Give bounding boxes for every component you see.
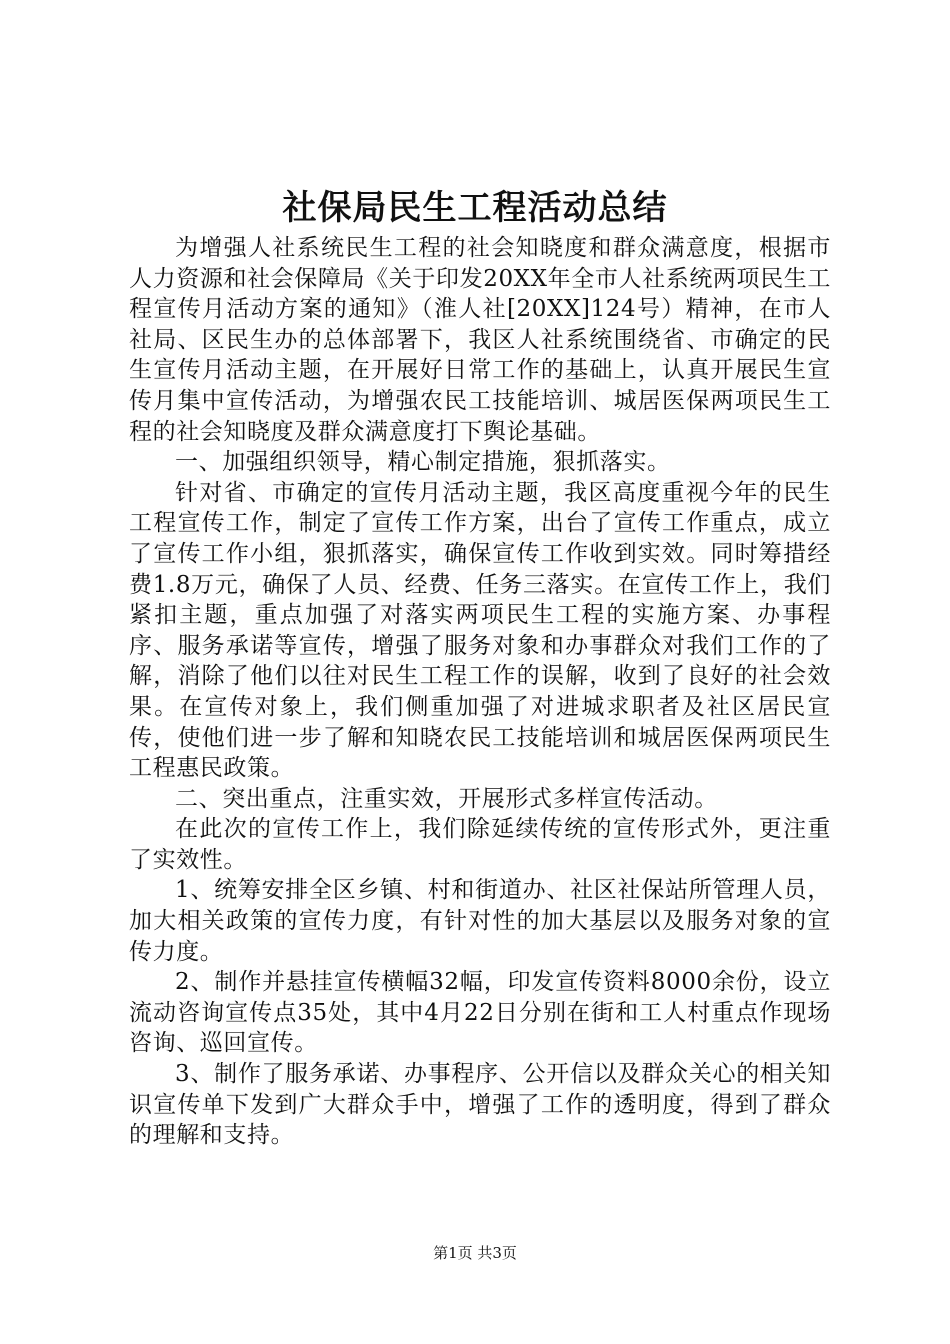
list-item-2: 2、制作并悬挂宣传横幅32幅，印发宣传资料8000余份，设立流动咨询宣传点35处，其中4月22日分别在街和工人村重点作现场咨询、巡回宣传。 [129,969,831,1057]
document-title: 社保局民生工程活动总结 [282,188,668,228]
section-heading-1: 一、加强组织领导，精心制定措施，狠抓落实。 [175,449,671,476]
document-body [129,233,831,1151]
intro-paragraph: 为增强人社系统民生工程的社会知晓度和群众满意度，根据市人力资源和社会保障局《关于印发20XX年全市人社系统两项民生工程宣传月活动方案的通知》（淮人社[20XX]124号）精神，在市人社局、区民生办的总体部署下，我区人社系统围绕省、市确定的民生宣传月活动主题，在开展好日常工作的基础上，认真开展民生宣传月集中宣传活动，为增强农民工技能培训、城居医保两项民生工程的社会知晓度及群众满意度打下舆论基础。 [129,235,831,445]
section-1-paragraph: 针对省、市确定的宣传月活动主题，我区高度重视今年的民生工程宣传工作，制定了宣传工作方案，出台了宣传工作重点，成立了宣传工作小组，狠抓落实，确保宣传工作收到实效。同时筹措经费1.8万元，确保了人员、经费、任务三落实。在宣传工作上，我们紧扣主题，重点加强了对落实两项民生工程的实施方案、办事程序、服务承诺等宣传，增强了服务对象和办事群众对我们工作的了解，消除了他们以往对民生工程工作的误解，收到了良好的社会效果。在宣传对象上，我们侧重加强了对进城求职者及社区居民宣传，使他们进一步了解和知晓农民工技能培训和城居医保两项民生工程惠民政策。 [129,479,831,782]
list-item-1: 1、统筹安排全区乡镇、村和街道办、社区社保站所管理人员，加大相关政策的宣传力度，有针对性的加大基层以及服务对象的宣传力度。 [129,877,831,965]
section-heading-2: 二、突出重点，注重实效，开展形式多样宣传活动。 [175,785,718,812]
section-2-intro-paragraph: 在此次的宣传工作上，我们除延续传统的宣传形式外，更注重了实效性。 [129,816,831,873]
list-item-3: 3、制作了服务承诺、办事程序、公开信以及群众关心的相关知识宣传单下发到广大群众手中，增强了工作的透明度，得到了群众的理解和支持。 [129,1061,831,1149]
page-footer: 第1页 共3页 [433,1244,517,1262]
